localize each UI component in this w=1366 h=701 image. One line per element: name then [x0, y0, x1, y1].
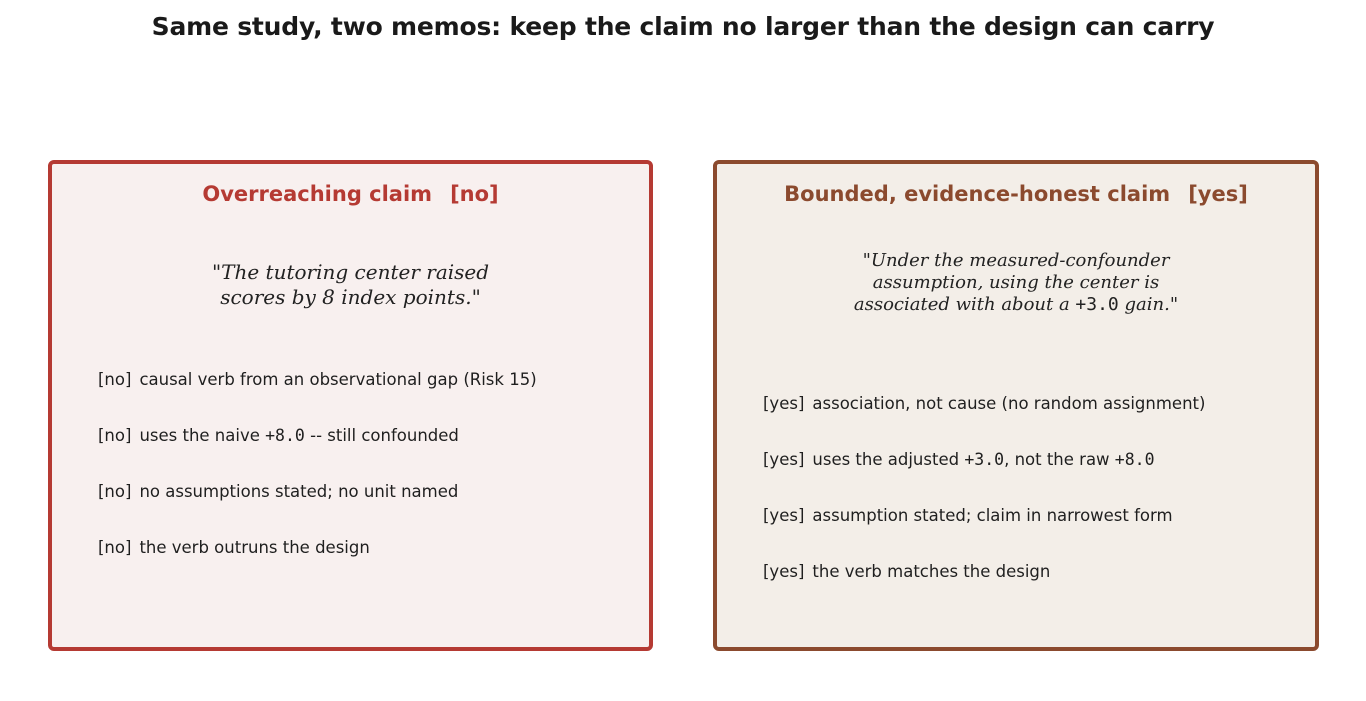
- criterion-item: [98, 369, 537, 425]
- quote-line: "The tutoring center raised: [211, 260, 490, 284]
- text-fragment: "Under the measured-confounder: [862, 250, 1170, 271]
- quote-line: [717, 272, 1315, 294]
- text-fragment: assumption, using the center is: [872, 272, 1160, 293]
- panel-heading-label: Bounded, evidence-honest claim: [784, 182, 1171, 206]
- quote-line: [717, 294, 1315, 316]
- text-fragment: -- still confounded: [304, 426, 459, 445]
- text-fragment: , not the raw: [1004, 450, 1115, 469]
- text-fragment: uses the adjusted: [812, 450, 965, 469]
- bounded-claim-panel: [713, 160, 1319, 651]
- numeric-value: +8.0: [265, 426, 305, 445]
- verdict-tag-no: [no]: [450, 182, 499, 206]
- numeric-value: +8.0: [1114, 450, 1155, 469]
- text-fragment: associated with about a: [853, 294, 1076, 315]
- criterion-item: [763, 449, 1205, 505]
- criterion-tag: [no]: [98, 370, 132, 389]
- text-fragment: the verb outruns the design: [139, 538, 370, 557]
- numeric-value: +3.0: [1075, 294, 1119, 315]
- text-fragment: causal verb from an observational gap (Risk 15): [139, 370, 537, 389]
- numeric-value: +3.0: [964, 450, 1005, 469]
- overreaching-quote: [52, 260, 649, 310]
- criterion-tag: [yes]: [763, 562, 805, 581]
- criterion-tag: [no]: [98, 426, 132, 445]
- criterion-item: [98, 425, 537, 481]
- text-fragment: uses the naive: [139, 426, 266, 445]
- text-fragment: gain.": [1118, 294, 1179, 315]
- bounded-criteria-list: [763, 393, 1205, 617]
- criterion-item: [763, 393, 1205, 449]
- criterion-item: [763, 561, 1205, 617]
- text-fragment: assumption stated; claim in narrowest form: [812, 506, 1173, 525]
- page-title: Same study, two memos: keep the claim no larger than the design can carry: [151, 12, 1215, 41]
- criterion-tag: [no]: [98, 482, 132, 501]
- criterion-tag: [no]: [98, 538, 132, 557]
- panel-heading-bounded: [717, 182, 1315, 206]
- verdict-tag-yes: [yes]: [1188, 182, 1248, 206]
- criterion-item: [98, 481, 537, 537]
- quote-line: scores by 8 index points.": [220, 285, 481, 309]
- text-fragment: association, not cause (no random assignment): [812, 394, 1206, 413]
- panel-heading-overreaching: [52, 182, 649, 206]
- overreaching-criteria-list: [98, 369, 537, 593]
- bounded-quote: [717, 250, 1315, 316]
- criterion-item: [763, 505, 1205, 561]
- text-fragment: no assumptions stated; no unit named: [139, 482, 459, 501]
- criterion-tag: [yes]: [763, 506, 805, 525]
- text-fragment: the verb matches the design: [812, 562, 1051, 581]
- overreaching-claim-panel: [48, 160, 653, 651]
- criterion-item: [98, 537, 537, 593]
- criterion-tag: [yes]: [763, 394, 805, 413]
- quote-line: [717, 250, 1315, 272]
- panel-heading-label: Overreaching claim: [202, 182, 433, 206]
- criterion-tag: [yes]: [763, 450, 805, 469]
